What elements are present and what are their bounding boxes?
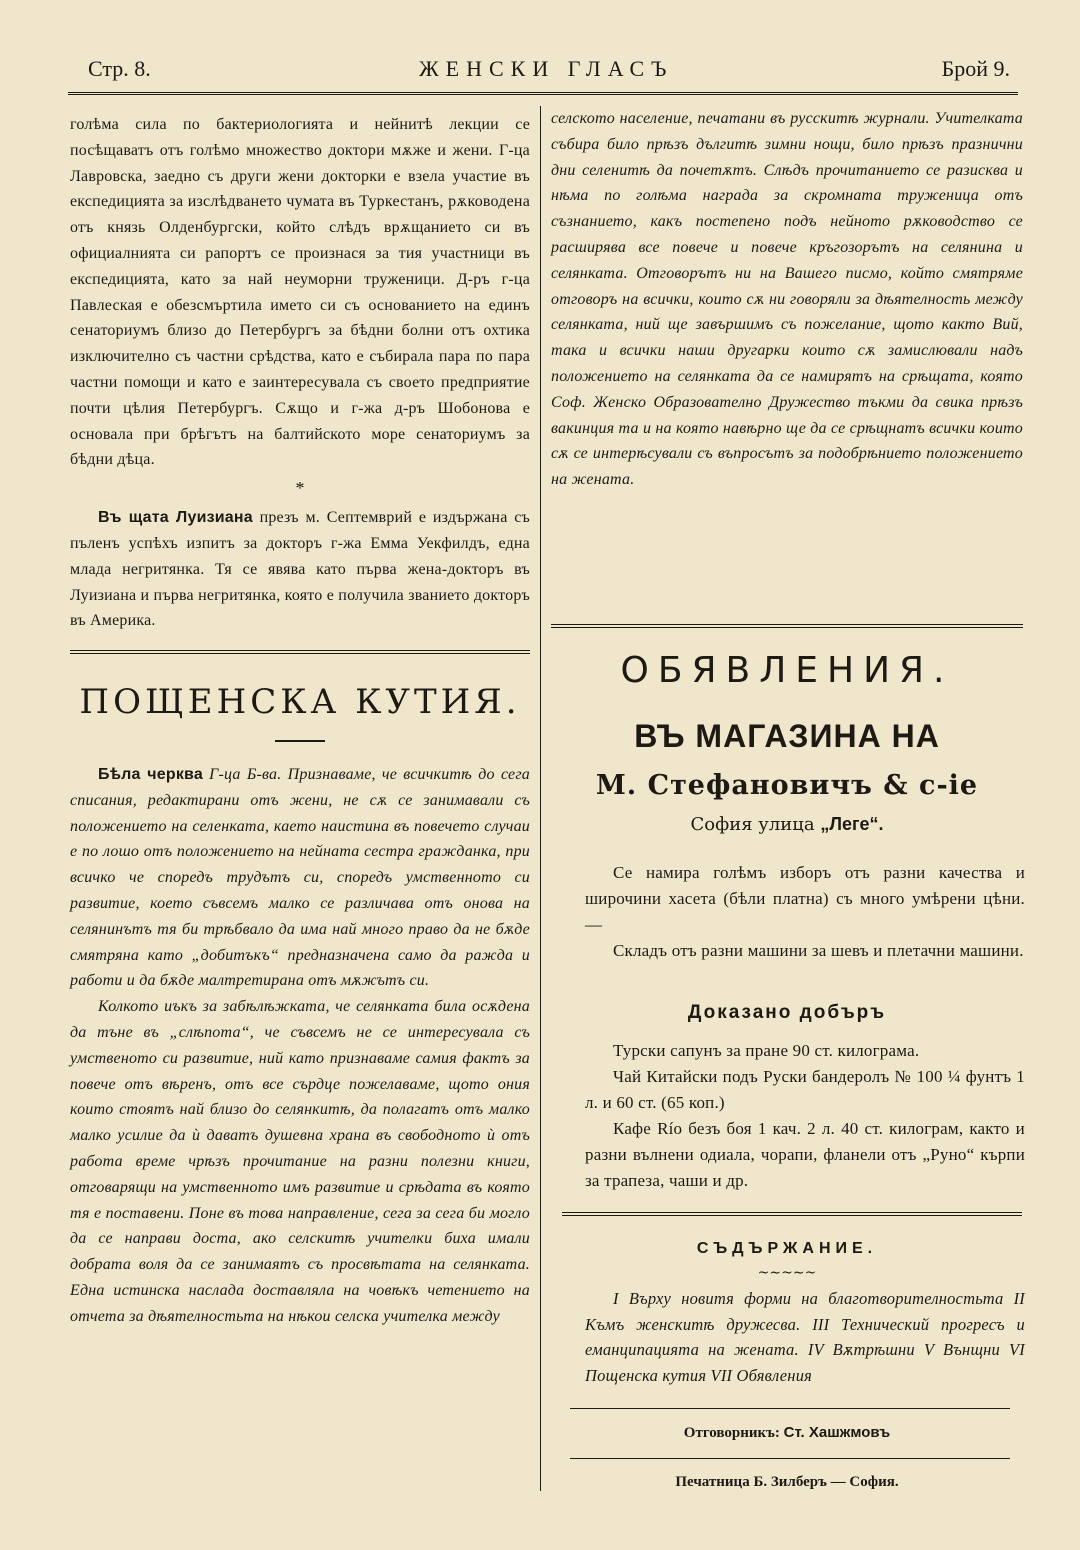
contents-ornament: ~∼~∼~ bbox=[757, 1265, 817, 1281]
page-number: Стр. 8. bbox=[88, 56, 151, 81]
ad-proven-heading: Доказано добъръ bbox=[687, 1002, 887, 1023]
contents-text: I Върху новитя форми на благотворителностьта II Къмъ женскитѣ дружесва. III Технический прогресъ и еманципацията на жената. IV Вѫтрѣшни V Вънщни VI Пощенска кутия VII Обявления bbox=[585, 1289, 1025, 1385]
editor-name: Ст. Хашжмовъ bbox=[783, 1424, 891, 1441]
footer-rule-2 bbox=[570, 1458, 1010, 1459]
editor-line bbox=[551, 1424, 1023, 1442]
ad-product-tea: Чай Китайски подъ Руски бандеролъ № 100 ¼ фунтъ 1 л. и 60 ст. (65 коп.) bbox=[585, 1067, 1025, 1112]
mailbox-continuation: селското население, печатани въ русскитѣ журнали. Учителката събира било прѣзъ дългитѣ зимни нощи, било прѣзъ празнични дни селенитѣ да почетѫтъ. Слѣдъ прочитанието се разисква и нѣма по голѣма награда за скромната труженица отъ съзнанието, какъ постепено подъ нейното рѫководство се расширява все повече и повече кръгозорътъ на селянина и селянката. Отговорътъ ни на Вашего писмо, който смятряме отговоръ на всички, които сѫ ни говоряли за дѣятелность между селянката, ний ще завършимъ съ пожелание, щото както Вий, така и всички наши другарки които сѫ замислювали надъ положението на селянката да се намирятъ на срѣщата, която Соф. Женско Образователно Дружество тъкми да свика прѣзъ вакинция та и на която навѣрно ще да се срѣщнатъ всички които сѫ се интерѣсували съ въпросътъ за подобрѣнието положението на жената. bbox=[551, 110, 1023, 489]
ad-body bbox=[585, 860, 1025, 964]
left-column-news bbox=[70, 112, 530, 634]
header-rule bbox=[68, 92, 1018, 95]
mailbox-section-title: ПОЩЕНСКА КУТИЯ. bbox=[79, 682, 521, 722]
ads-top-rule bbox=[551, 624, 1023, 628]
shop-title: ВЪ МАГАЗИНА НА bbox=[634, 718, 940, 754]
mailbox-text-1: Г-ца Б-ва. Признаваме, че всичкитѣ до сега списания, редактирани отъ жени, не сѫ се занимавали съ положението на селенката, каето наистина въ повечето случаи е по лошо отъ положението на нейната сестра гражданка, при всичко че споредъ трудътъ си, споредъ умственното си развитие, което съвсемъ малко се различава отъ онова на селянинътъ тя би трѣбвало да има най много право да не бѫде смятряна като „добитъкъ“ предназначена само да ражда и работи и да бѫде малтретирана отъ мѫжътъ си. bbox=[70, 766, 531, 990]
shop-address bbox=[551, 814, 1023, 835]
page-header bbox=[88, 52, 1010, 86]
ad-product-soap: Турски сапунъ за пране 90 ст. килограма. bbox=[613, 1041, 920, 1060]
masthead: ЖЕНСКИ ГЛАСЪ bbox=[418, 56, 674, 81]
ads-title: ОБЯВЛЕНИЯ. bbox=[620, 650, 954, 691]
news-paragraph-doctors: голѣма сила по бактериологията и нейнитѣ лекции се посѣщаватъ отъ голѣмо множество доктори мѫже и жени. Г-ца Лавровска, заедно съ други жени докторки е взела участие въ експедицията за изслѣдването чумата въ Туркестанъ, рѫководена отъ князь Олденбургски, който слѣдъ врѫщанието си въ официалнията си рапортъ се произнася за тия участници въ експедицията, като за най неуморни труженици. Д-ръ г-ца Павлеская е обезсмъртила името си съ основанието на единъ сенаториумъ близо до Петербургъ за бѣдни болни отъ охтика изключително съ частни срѣдства, като е събирала пара по пара частни помощи и като е заинтересувала съ своето предприятие почти цѣлия Петербургъ. Сѫщо и г-жа д-ръ Шобонова е основала при брѣгътъ на балтийското море сенаториумъ за бѣдни дѣца. bbox=[70, 116, 530, 469]
mailbox-paragraph-1 bbox=[70, 762, 530, 994]
louisiana-lead: Въ щата Луизиана bbox=[98, 509, 253, 527]
right-column-continuation bbox=[551, 106, 1023, 493]
ad-paragraph-machines: Складъ отъ разни машини за шевъ и плетачни машини. bbox=[613, 941, 1024, 960]
mailbox-lead: Бѣла черква bbox=[98, 766, 203, 783]
shop-address-prefix: София улица bbox=[690, 814, 821, 835]
ad-paragraph-fabrics: Се намира голѣмъ изборъ отъ разни качества и широчини хасета (бѣли платна) съ много умѣрени цѣни. — bbox=[585, 863, 1025, 934]
mailbox-title-rule bbox=[275, 740, 325, 742]
printer-line: Печатница Б. Зилберъ — София. bbox=[675, 1474, 899, 1490]
column-divider bbox=[540, 106, 541, 1491]
contents-list bbox=[585, 1286, 1025, 1388]
shop-name: М. Стефановичъ & с-іе bbox=[595, 770, 979, 801]
issue-number: Брой 9. bbox=[941, 56, 1010, 81]
editor-label: Отговорникъ: bbox=[683, 1425, 784, 1441]
left-section-rule bbox=[70, 650, 530, 654]
contents-top-rule bbox=[562, 1212, 1022, 1216]
shop-address-street: „Леге“. bbox=[820, 814, 884, 834]
louisiana-text: презъ м. Септемврий е издържана съ пъленъ успѣхъ изпитъ за докторъ г-жа Емма Уекфилдъ, една млада негритянка. Тя се явява като първа жена-докторъ въ Луизиана и първа негритянка, която е получила званието докторъ въ Америка. bbox=[70, 509, 530, 630]
ad-product-coffee: Кафе Río безъ боя 1 кач. 2 л. 40 ст. килограм, както и разни вълнени одиала, чорапи, фланели отъ „Руно“ кърпи за трапеза, чаши и др. bbox=[585, 1119, 1025, 1190]
mailbox-column bbox=[70, 762, 530, 1330]
mailbox-paragraph-2: Колкото иъкъ за забѣлѣжката, че селянката била осѫдена да тъне въ „слѣпота“, че съвсемъ не се интересувала съ умственото си развитие, ний като признаваме самия фактъ за повече отъ вѣренъ, отъ все сърдце пожелаваме, щото ония които стоятъ най близо до селянкитѣ, да полагатъ отъ малко малко усилие да ѝ даватъ душевна храна въ свободното ѝ отъ работа време чрѣзъ прочитание на разни полезни книги, отговарящи на умственното имъ развитие и срѣдата въ която тя е поставени. Поне въ това направление, сега за сега би могло да се направи доста, ако селскитѣ учителки биха имали добрата воля да се занимаятъ съ просвѣтата на селянката. Една истинска наслада доставляла на човѣкъ четението на отчета за дѣятелностьта на нѣкои селска учителка между bbox=[70, 998, 530, 1325]
contents-title: СЪДЪРЖАНИЕ. bbox=[696, 1240, 878, 1257]
news-paragraph-louisiana bbox=[70, 505, 530, 634]
footer-rule-1 bbox=[570, 1408, 1010, 1409]
ad-product-list bbox=[585, 1038, 1025, 1194]
section-separator: * bbox=[295, 478, 305, 499]
